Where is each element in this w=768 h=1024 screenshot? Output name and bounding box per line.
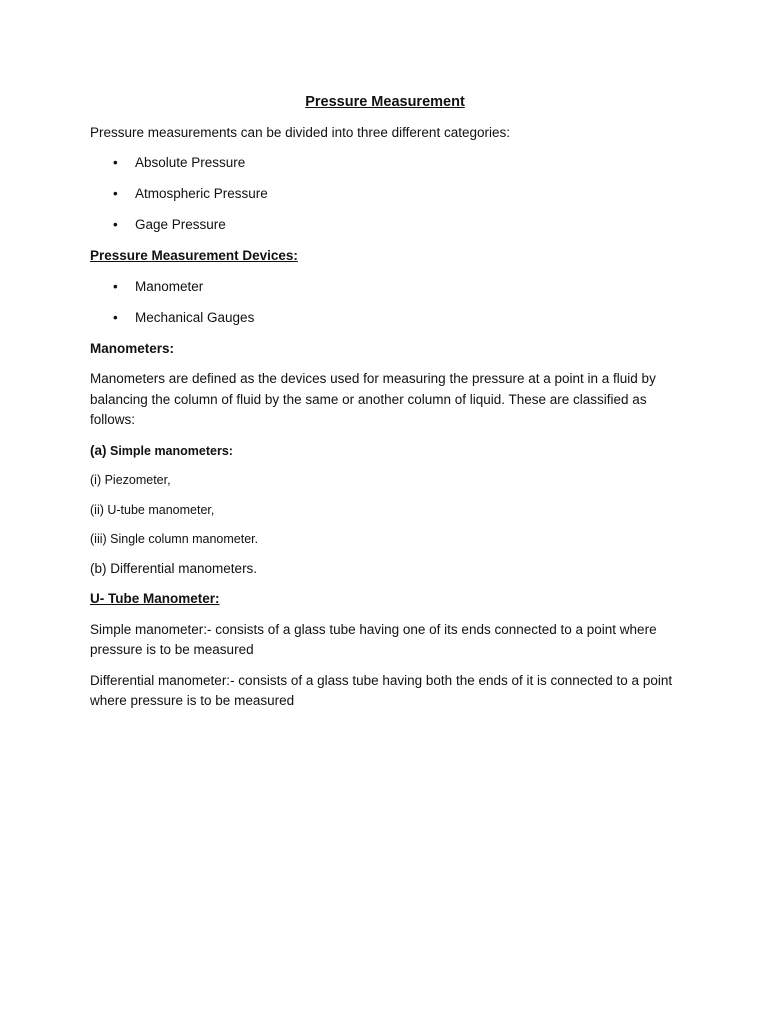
category-label: Atmospheric Pressure: [135, 186, 268, 201]
document-title: Pressure Measurement: [305, 94, 465, 110]
bullet-icon: •: [113, 278, 118, 294]
bullet-icon: •: [113, 217, 118, 232]
list-item: [90, 308, 680, 329]
list-item: [90, 277, 680, 298]
differential-definition: Differential manometer:- consists of a glass tube having both the ends of it is connected to a point where pressure is to be measured: [90, 672, 673, 708]
intro-paragraph: Pressure measurements can be divided into three different categories:: [90, 124, 510, 140]
document-body: [90, 92, 680, 722]
list-item: [90, 184, 680, 205]
simple-label-lead: (a): [90, 442, 107, 458]
manometers-description: Manometers are defined as the devices used for measuring the pressure at a point in a fluid by balancing the column of fluid by the same or another column of liquid. These are classified as follows:: [90, 371, 656, 427]
manometers-heading: Manometers:: [90, 340, 175, 356]
list-item: [90, 153, 680, 174]
utube-heading: U- Tube Manometer:: [90, 591, 220, 606]
device-label: Manometer: [135, 278, 204, 294]
simple-type-item: (iii) Single column manometer.: [90, 532, 259, 546]
categories-list: [90, 153, 680, 236]
devices-heading: Pressure Measurement Devices:: [90, 248, 298, 263]
bullet-icon: •: [113, 155, 118, 170]
simple-type-item: (i) Piezometer,: [90, 473, 171, 487]
differential-label: (b) Differential manometers.: [90, 560, 258, 576]
simple-label-text: Simple manometers:: [109, 443, 233, 458]
bullet-icon: •: [113, 186, 118, 201]
simple-type-item: (ii) U-tube manometer,: [90, 502, 215, 517]
device-label: Mechanical Gauges: [135, 309, 255, 325]
simple-definition: Simple manometer:- consists of a glass tube having one of its ends connected to a point where pressure is to be measured: [90, 621, 657, 657]
list-item: [90, 215, 680, 236]
category-label: Absolute Pressure: [135, 155, 246, 170]
simple-manometers-label: [90, 441, 680, 462]
category-label: Gage Pressure: [135, 217, 226, 232]
devices-list: [90, 277, 680, 329]
bullet-icon: •: [113, 309, 118, 325]
